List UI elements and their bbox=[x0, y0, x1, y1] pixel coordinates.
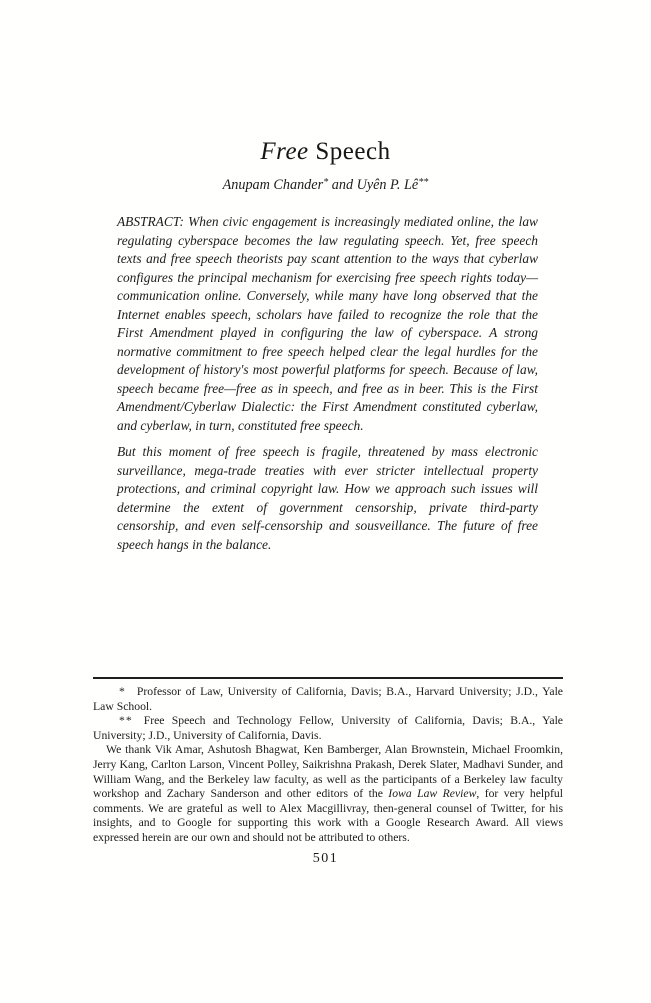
article-title-italic-part: Free bbox=[260, 138, 309, 165]
author2-footnote-marker: ** bbox=[418, 177, 429, 189]
footnote-1-marker: * bbox=[119, 685, 126, 698]
footnote-1 bbox=[93, 685, 563, 714]
acknowledgments-footnote bbox=[93, 743, 563, 845]
abstract-paragraph-1: ABSTRACT: When civic engagement is increasingly mediated online, the law regulating cyberspace becomes the law regulating speech. Yet, free speech texts and free speech theorists pay scant attention to the ways that cyberlaw configures the principal mechanism for exercising free speech rights today—communication online. Conversely, while many have long observed that the Internet enables speech, scholars have failed to recognize the role that the First Amendment played in configuring the law of cyberspace. A strong normative commitment to free speech helped clear the legal hurdles for the development of history's most powerful platforms for speech. Because of law, speech became free—free as in speech, and free as in beer. This is the First Amendment/Cyberlaw Dialectic: the First Amendment constituted cyberlaw, and cyberlaw, in turn, constituted free speech. bbox=[117, 214, 538, 433]
author1-name: Anupam Chander bbox=[222, 177, 324, 193]
page-number: 501 bbox=[312, 851, 339, 866]
footnote-separator-rule bbox=[93, 677, 563, 679]
acknowledgments-text-post: , for very helpful comments. We are grateful as well to Alex Macgillivray, then-general counsel of Twitter, for his insights, and to Google for supporting this work with a Google Research Award. All views expressed herein are our own and should not be attributed to others. bbox=[93, 787, 564, 844]
footnote-1-text: Professor of Law, University of California, Davis; B.A., Harvard University; J.D., Yale Law School. bbox=[93, 685, 563, 713]
footnote-2 bbox=[93, 714, 563, 743]
abstract-paragraph-2: But this moment of free speech is fragile, threatened by mass electronic surveillance, mega-trade treaties with ever stricter intellectual property protections, and criminal copyright law. How we approach such issues will determine the extent of government censorship, private third-party censorship, and even self-censorship and sousveillance. The future of free speech hangs in the balance. bbox=[117, 444, 538, 552]
author-byline bbox=[0, 177, 651, 194]
abstract-block bbox=[117, 213, 538, 554]
acknowledgments-text-pre: We thank Vik Amar, Ashutosh Bhagwat, Ken Bamberger, Alan Brownstein, Michael Froomkin, Jerry Kang, Carlton Larson, Vincent Polley, Saikrishna Prakash, Derek Slater, Madhavi Sunder, and William Wang, and the Berkeley law faculty, as well as the participants of a Berkeley law faculty workshop and Zachary Sanderson and other editors of the bbox=[93, 743, 563, 801]
journal-name: Iowa Law Review bbox=[388, 787, 477, 801]
footnote-block bbox=[93, 677, 563, 846]
footnote-2-marker: ** bbox=[119, 714, 133, 728]
article-title-regular-part: Speech bbox=[308, 138, 391, 165]
article-title bbox=[0, 138, 651, 166]
footnote-2-text: Free Speech and Technology Fellow, University of California, Davis; B.A., Yale University; J.D., University of California, Davis. bbox=[93, 714, 563, 742]
author2-name: and Uyên P. Lê bbox=[328, 177, 419, 193]
author1-footnote-marker: * bbox=[323, 177, 329, 189]
